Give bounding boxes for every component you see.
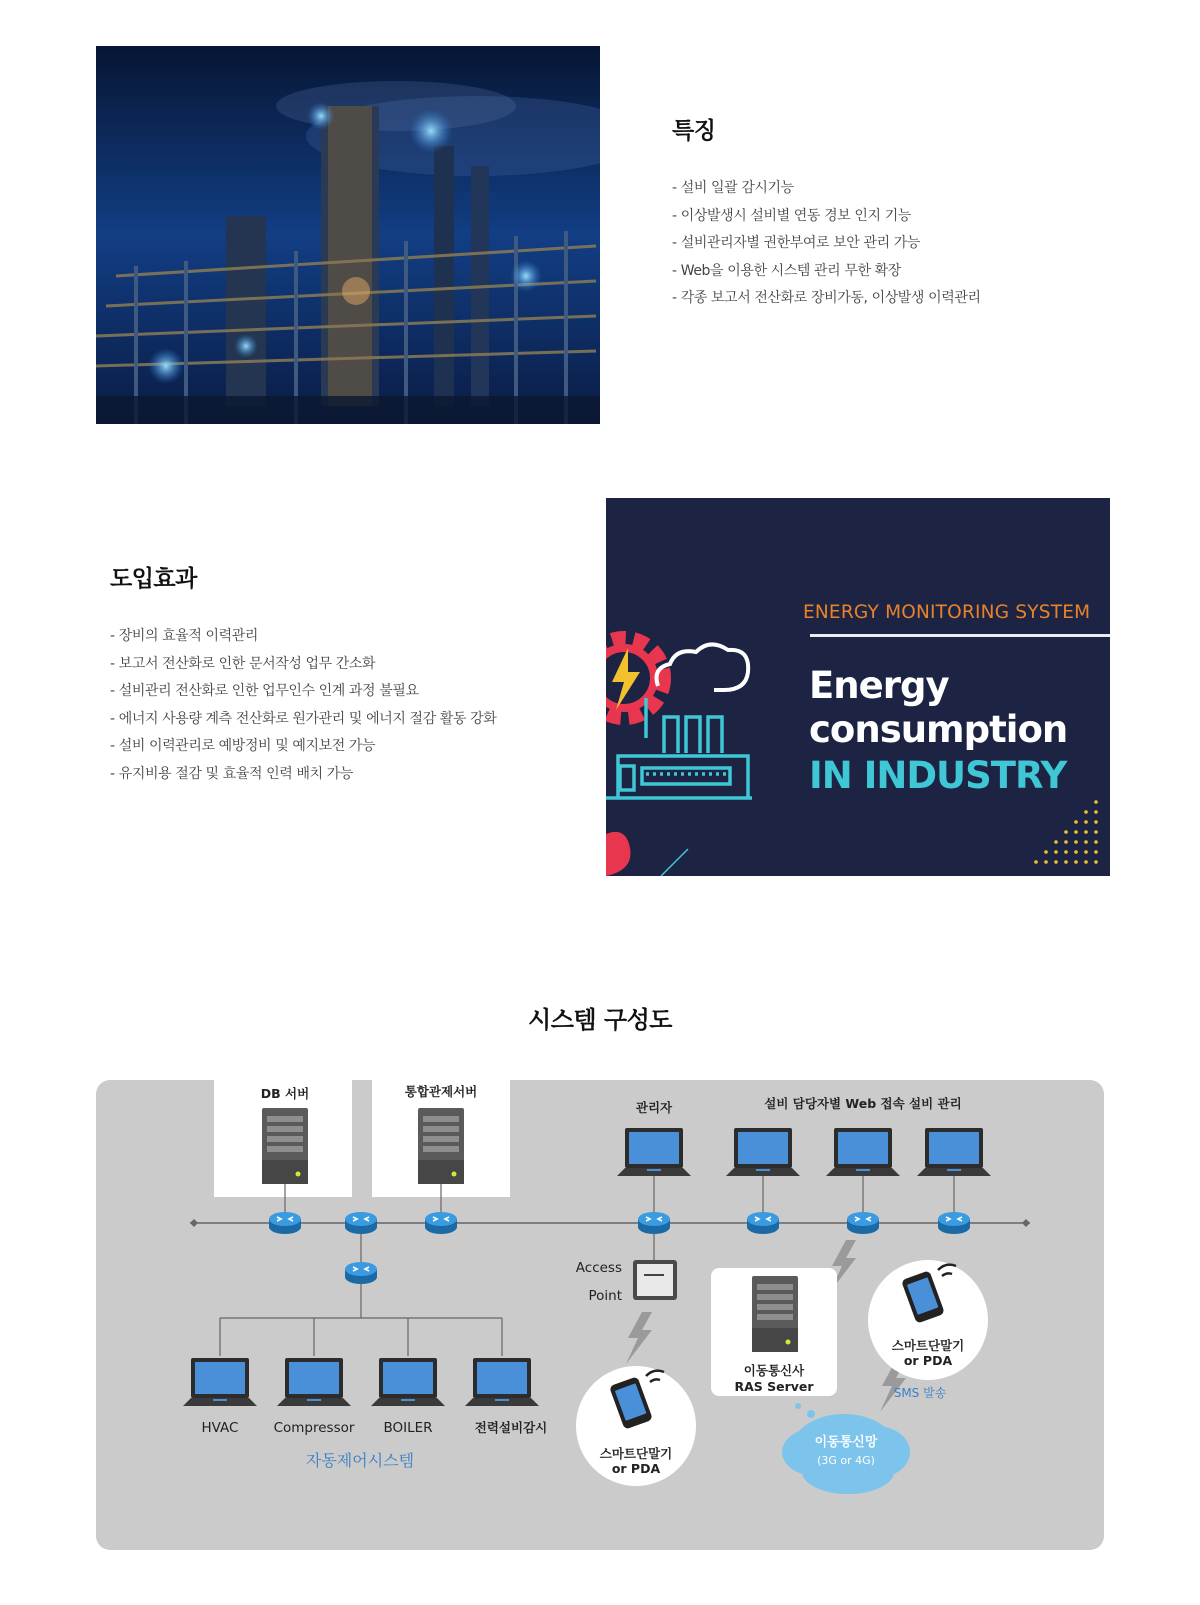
energy-banner [606, 498, 1110, 876]
db-server-label: DB 서버 [260, 1086, 310, 1101]
effects-title: 도입효과 [110, 566, 197, 592]
factory-icon [606, 698, 752, 798]
features-list [672, 175, 1112, 313]
router-icon [425, 1212, 457, 1234]
banner-line-2: consumption [809, 708, 1068, 751]
terminal-label-boiler: BOILER [383, 1420, 433, 1436]
effects-item: - 에너지 사용량 계측 전산화로 원가관리 및 에너지 절감 활동 강화 [110, 710, 497, 727]
refinery-photo [96, 46, 600, 424]
banner-line-3: IN INDUSTRY [809, 754, 1067, 797]
db-server-icon [262, 1108, 308, 1184]
web-mgmt-label: 설비 담당자별 Web 접속 설비 관리 [764, 1096, 962, 1111]
effects-list [110, 623, 610, 788]
access-point-label-1: Access [575, 1260, 622, 1276]
mobile-label-2a: 스마트단말기 [891, 1338, 965, 1353]
sms-label: SMS 발송 [893, 1386, 947, 1400]
router-icon [269, 1212, 301, 1234]
control-server-label: 통합관제서버 [404, 1084, 478, 1099]
laptop-icon [917, 1128, 991, 1176]
banner-line-1: Energy [809, 664, 949, 707]
features-title: 특징 [672, 118, 716, 144]
features-item: - 설비관리자별 권한부여로 보안 관리 가능 [672, 235, 921, 251]
laptop-icon [371, 1358, 445, 1406]
system-diagram [96, 1080, 1104, 1550]
mobile-label-1a: 스마트단말기 [599, 1446, 673, 1461]
dot-grid [1034, 800, 1098, 864]
system-title: 시스템 구성도 [528, 1006, 672, 1034]
router-icon [938, 1212, 970, 1234]
control-server-icon [418, 1108, 464, 1184]
effects-item: - 설비 이력관리로 예방정비 및 예지보전 가능 [110, 738, 376, 754]
features-item: - 이상발생시 설비별 연동 경보 인지 기능 [672, 207, 911, 224]
ras-label-1: 이동통신사 [743, 1363, 805, 1378]
laptop-icon [726, 1128, 800, 1176]
laptop-icon [183, 1358, 257, 1406]
router-icon [747, 1212, 779, 1234]
network-sub-label: (3G or 4G) [817, 1454, 875, 1467]
laptop-icon [277, 1358, 351, 1406]
banner-subtitle: ENERGY MONITORING SYSTEM [803, 602, 1091, 623]
router-icon [638, 1212, 670, 1234]
laptop-icon [465, 1358, 539, 1406]
effects-item: - 장비의 효율적 이력관리 [110, 628, 259, 644]
mobile-label-2b: or PDA [903, 1353, 953, 1368]
features-item: - 각종 보고서 전산화로 장비가동, 이상발생 이력관리 [672, 290, 981, 306]
router-icon [345, 1262, 377, 1284]
effects-item: - 설비관리 전산화로 인한 업무인수 인계 과정 불필요 [110, 683, 419, 699]
auto-control-label: 자동제어시스템 [305, 1451, 415, 1470]
laptop-icon [826, 1128, 900, 1176]
ras-server-icon [752, 1276, 798, 1352]
network-label: 이동통신망 [814, 1435, 878, 1450]
decor-arc [606, 832, 631, 876]
effects-item: - 보고서 전산화로 인한 문서작성 업무 간소화 [110, 655, 376, 672]
mobile-label-1b: or PDA [611, 1461, 661, 1476]
terminal-label-power: 전력설비감시 [474, 1420, 548, 1435]
lightning-icon [612, 648, 640, 710]
ras-label-2: RAS Server [734, 1379, 814, 1394]
features-section [672, 112, 1112, 313]
access-point-icon [633, 1260, 677, 1300]
terminal-label-compressor: Compressor [273, 1420, 355, 1436]
admin-label: 관리자 [635, 1100, 673, 1115]
features-item: - Web을 이용한 시스템 관리 무한 확장 [672, 262, 901, 279]
features-item: - 설비 일괄 감시기능 [672, 180, 794, 196]
router-icon [847, 1212, 879, 1234]
effects-section [110, 560, 610, 788]
banner-rule [810, 634, 1110, 637]
access-point-label-2: Point [588, 1288, 622, 1304]
terminal-label-hvac: HVAC [201, 1420, 239, 1436]
router-icon [345, 1212, 377, 1234]
admin-laptop-icon [617, 1128, 691, 1176]
effects-item: - 유지비용 절감 및 효율적 인력 배치 가능 [110, 765, 353, 782]
wireless-bolt-icon [626, 1312, 652, 1364]
